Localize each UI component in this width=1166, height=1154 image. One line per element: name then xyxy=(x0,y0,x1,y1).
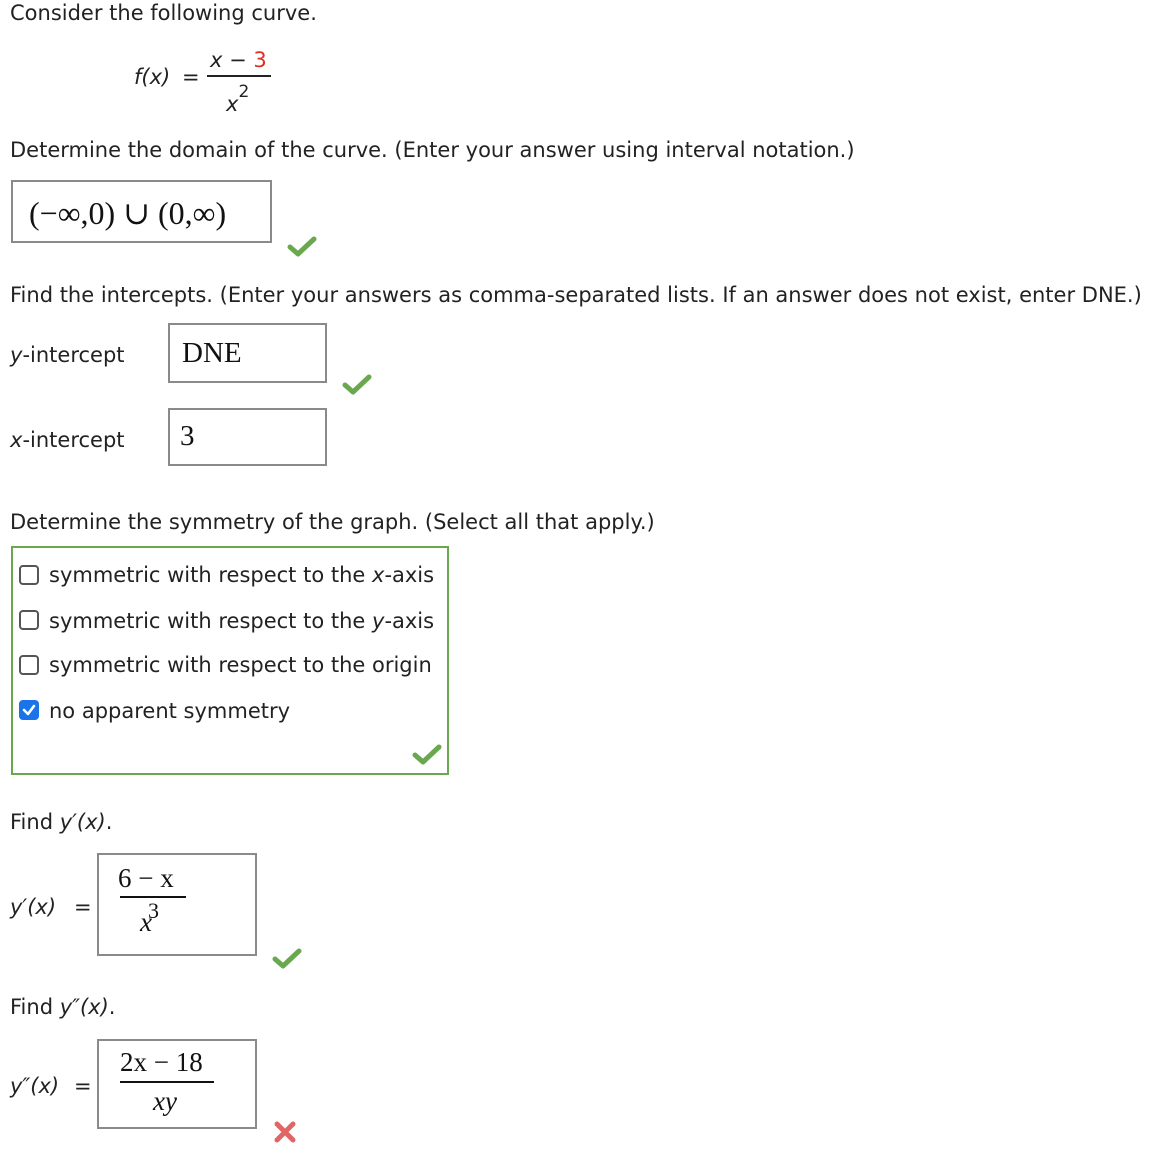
second-derivative-fraction-bar xyxy=(120,1081,214,1083)
symmetry-origin-label: symmetric with respect to the origin xyxy=(49,653,432,677)
first-derivative-equals: = xyxy=(74,895,92,919)
domain-answer: (−∞,0) ∪ (0,∞) xyxy=(29,195,227,231)
y-intercept-input[interactable] xyxy=(168,323,327,383)
function-fraction-bar xyxy=(207,75,271,77)
symmetry-y-axis-label: symmetric with respect to the y-axis xyxy=(49,609,435,633)
y-intercept-label: y-intercept xyxy=(10,343,125,367)
symmetry-correct-check-icon xyxy=(412,743,442,765)
first-derivative-denominator: $x^3$ xyxy=(140,898,159,937)
first-derivative-prompt: Find y′(x). xyxy=(10,810,113,834)
symmetry-none-label: no apparent symmetry xyxy=(49,699,291,723)
second-derivative-equals: = xyxy=(74,1074,92,1098)
x-intercept-value: 3 xyxy=(180,420,195,452)
symmetry-origin-checkbox[interactable] xyxy=(19,655,39,675)
first-derivative-numerator: 6 − x xyxy=(118,863,174,893)
second-derivative-incorrect-x-icon xyxy=(273,1120,297,1144)
first-derivative-correct-check-icon xyxy=(272,947,302,969)
y-intercept-value: DNE xyxy=(182,337,242,369)
symmetry-none-checkbox[interactable] xyxy=(19,700,39,720)
x-intercept-input[interactable] xyxy=(168,408,327,466)
function-denominator: $x^2$ xyxy=(226,82,250,116)
domain-correct-check-icon xyxy=(287,235,317,257)
intro-text: Consider the following curve. xyxy=(10,1,317,25)
intercepts-prompt: Find the intercepts. (Enter your answers as comma-separated lists. If an answer does not exist, enter DNE.) xyxy=(10,283,1142,307)
second-derivative-input[interactable] xyxy=(97,1039,257,1129)
second-derivative-numerator: 2x − 18 xyxy=(120,1047,203,1077)
y-intercept-correct-check-icon xyxy=(342,373,372,395)
second-derivative-prompt: Find y″(x). xyxy=(10,995,116,1019)
first-derivative-input[interactable] xyxy=(97,853,257,956)
symmetry-x-axis-label: symmetric with respect to the x-axis xyxy=(49,563,435,587)
domain-prompt: Determine the domain of the curve. (Enter your answer using interval notation.) xyxy=(10,138,855,162)
function-label: f(x) xyxy=(134,65,171,89)
second-derivative-label: y″(x) xyxy=(10,1074,60,1098)
function-equals: = xyxy=(182,65,200,89)
second-derivative-denominator: xy xyxy=(153,1086,177,1116)
checkmark-icon xyxy=(22,703,36,717)
symmetry-prompt: Determine the symmetry of the graph. (Select all that apply.) xyxy=(10,510,655,534)
symmetry-y-axis-checkbox[interactable] xyxy=(19,610,39,630)
function-numerator: x − 3 xyxy=(210,48,267,72)
domain-input[interactable] xyxy=(11,180,272,243)
symmetry-x-axis-checkbox[interactable] xyxy=(19,565,39,585)
first-derivative-label: y′(x) xyxy=(10,895,57,919)
x-intercept-label: x-intercept xyxy=(10,428,125,452)
